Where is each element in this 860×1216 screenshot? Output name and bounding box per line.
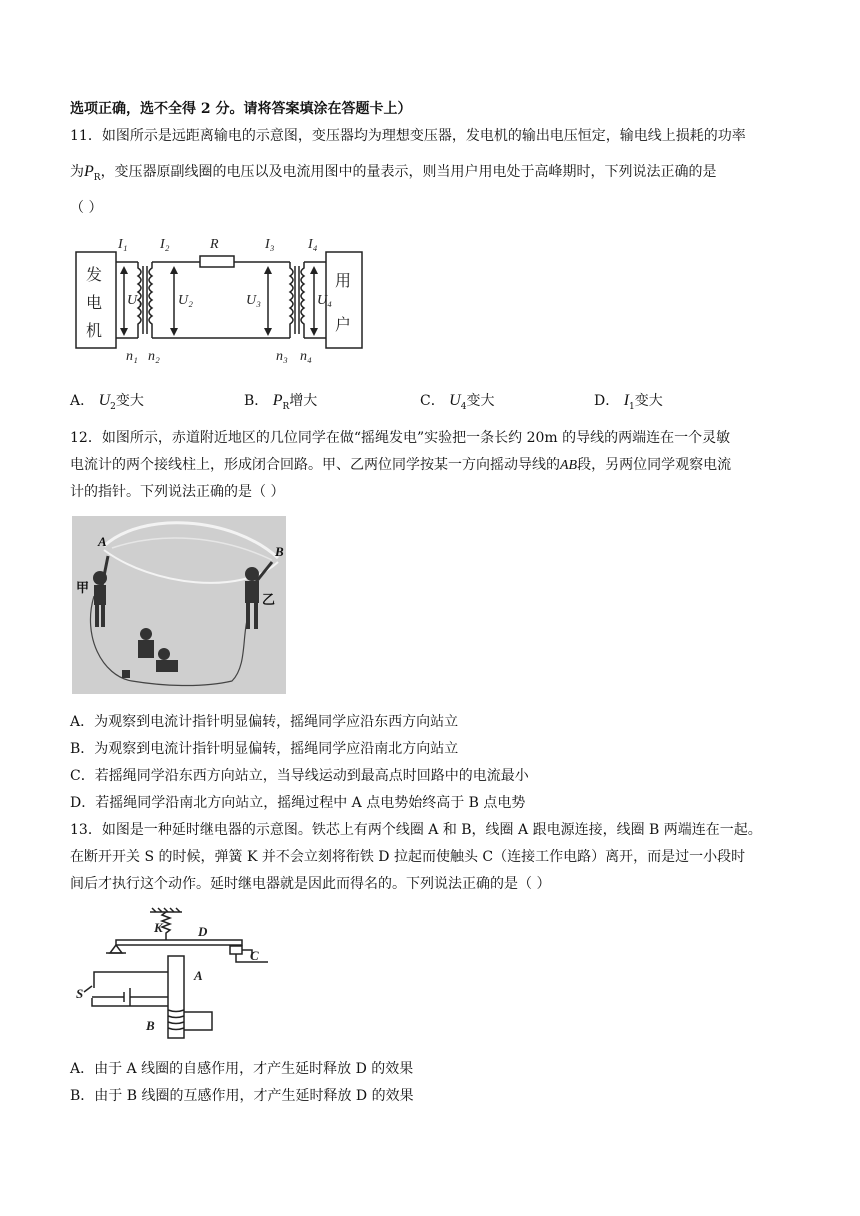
label-U1: U₁ bbox=[127, 293, 142, 308]
q11-option-c[interactable]: C． $U_4$变大 bbox=[420, 392, 495, 412]
gen-char-3: 机 bbox=[86, 321, 103, 340]
transmission-diagram bbox=[70, 234, 370, 364]
q11-stem-line2: 为$P_R$，变压器原副线圈的电压以及电流用图中的量表示，则当用户用电处于高峰期时，下列说法正确的是 bbox=[70, 163, 717, 183]
label-U4: U₄ bbox=[317, 293, 332, 308]
q12-option-c[interactable]: C．若摇绳同学沿东西方向站立，当导线运动到最高点时回路中的电流最小 bbox=[70, 768, 529, 784]
label-U3: U₃ bbox=[246, 293, 261, 308]
user-char-2: 户 bbox=[335, 315, 352, 334]
label-n2: n₂ bbox=[148, 349, 160, 364]
q11-answer-bracket: （ ） bbox=[70, 200, 103, 216]
q13-stem-line3: 间后才执行这个动作。延时继电器就是因此而得名的。下列说法正确的是（ ） bbox=[70, 876, 551, 892]
label-R: R bbox=[210, 237, 219, 252]
gen-char-2: 电 bbox=[86, 293, 103, 312]
label-U2: U₂ bbox=[178, 293, 193, 308]
photo-label-yi: 乙 bbox=[262, 593, 276, 608]
delay-relay-diagram bbox=[70, 906, 270, 1042]
q11-option-a[interactable]: A． $U_2$变大 bbox=[70, 392, 144, 412]
photo-label-jia: 甲 bbox=[76, 581, 90, 596]
label-n3: n₃ bbox=[276, 349, 288, 364]
relay-label-D: D bbox=[198, 924, 208, 939]
label-I4: I₄ bbox=[308, 237, 318, 252]
q12-stem-line2: 电流计的两个接线柱上，形成闭合回路。甲、乙两位同学按某一方向摇动导线的AB段，另两位同学观察电流 bbox=[70, 457, 732, 473]
label-I1: I₁ bbox=[118, 237, 128, 252]
label-I2: I₂ bbox=[160, 237, 170, 252]
relay-label-S: S bbox=[76, 986, 84, 1001]
q13-option-b[interactable]: B．由于 B 线圈的互感作用，才产生延时释放 D 的效果 bbox=[70, 1088, 414, 1104]
relay-label-B: B bbox=[146, 1018, 155, 1033]
label-n1: n₁ bbox=[126, 349, 138, 364]
relay-label-K: K bbox=[154, 920, 163, 935]
gen-char-1: 发 bbox=[86, 265, 103, 284]
user-char-1: 用 bbox=[335, 271, 352, 290]
rope-generator-photo bbox=[72, 516, 286, 694]
q12-stem-line3: 计的指针。下列说法正确的是（ ） bbox=[70, 484, 285, 500]
q12-stem-line1: 12．如图所示，赤道附近地区的几位同学在做“摇绳发电”实验把一条长约 20m 的导线的两端连在一个灵敏 bbox=[70, 430, 731, 446]
photo-label-A: A bbox=[98, 534, 107, 549]
section-header: 选项正确，选不全得 2 分。请将答案填涂在答题卡上） bbox=[70, 101, 412, 117]
q11-option-b[interactable]: B． $P_R$增大 bbox=[244, 392, 318, 412]
q13-option-a[interactable]: A．由于 A 线圈的自感作用，才产生延时释放 D 的效果 bbox=[70, 1061, 414, 1077]
label-n4: n₄ bbox=[300, 349, 312, 364]
label-I3: I₃ bbox=[265, 237, 275, 252]
q11-option-d[interactable]: D． $I_1$变大 bbox=[594, 392, 663, 412]
q12-option-a[interactable]: A．为观察到电流计指针明显偏转，摇绳同学应沿东西方向站立 bbox=[70, 714, 459, 730]
q13-stem-line1: 13．如图是一种延时继电器的示意图。铁芯上有两个线圈 A 和 B，线圈 A 跟电源连接，线圈 B 两端连在一起。 bbox=[70, 822, 762, 838]
q13-stem-line2: 在断开开关 S 的时候，弹簧 K 并不会立刻将衔铁 D 拉起而使触头 C（连接工作电路）离开，而是过一小段时 bbox=[70, 849, 746, 865]
relay-label-C: C bbox=[250, 948, 259, 963]
q11-stem-line1: 11．如图所示是远距离输电的示意图，变压器均为理想变压器，发电机的输出电压恒定，输电线上损耗的功率 bbox=[70, 128, 746, 144]
photo-label-B: B bbox=[275, 544, 284, 559]
q12-option-d[interactable]: D．若摇绳同学沿南北方向站立，摇绳过程中 A 点电势始终高于 B 点电势 bbox=[70, 795, 526, 811]
relay-label-A: A bbox=[194, 968, 203, 983]
q12-option-b[interactable]: B．为观察到电流计指针明显偏转，摇绳同学应沿南北方向站立 bbox=[70, 741, 459, 757]
